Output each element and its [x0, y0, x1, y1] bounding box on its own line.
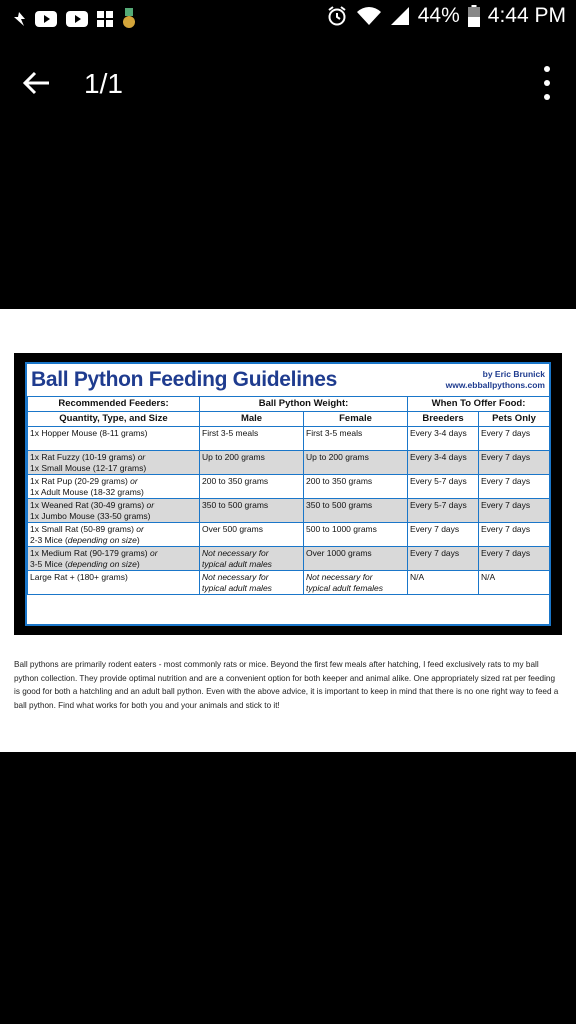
header-male: Male: [200, 412, 304, 427]
more-options-button[interactable]: [540, 66, 554, 100]
cell-female: 500 to 1000 grams: [304, 523, 408, 547]
notification-icons: [12, 8, 136, 30]
table-body: [28, 427, 550, 595]
status-bar: [0, 0, 576, 38]
cell-breeders: Every 5-7 days: [408, 475, 479, 499]
cell-feeder: 1x Medium Rat (90-179 grams) or 3-5 Mice (depending on size): [28, 547, 200, 571]
back-arrow-icon: [20, 66, 54, 100]
clock: 4:44 PM: [487, 4, 566, 27]
table-row: [28, 427, 550, 451]
guide-title: Ball Python Feeding Guidelines: [31, 368, 338, 391]
notification-icon: [12, 11, 26, 27]
cell-breeders: Every 3-4 days: [408, 451, 479, 475]
table-row: [28, 547, 550, 571]
cell-male: Up to 200 grams: [200, 451, 304, 475]
battery-icon: [468, 5, 480, 27]
signal-icon: [390, 6, 410, 26]
guide-paragraph: Ball pythons are primarily rodent eaters - most commonly rats or mice. Beyond the first few meals after hatching, I feed exclusively rats to my ball python collection. They provide optimal nutrition and are a convenient option for both keeper and animal alike. One appropriately sized rat per feeding is good for both a hatchling and an adult ball python. Even with the above advice, it is important to keep in mind that there is no one right way to feed a ball python. Find what works for both you and your animals and stick to it!: [14, 660, 559, 710]
grid-icon: [97, 11, 113, 27]
cell-female: Up to 200 grams: [304, 451, 408, 475]
guide-frame: [25, 362, 551, 626]
youtube-icon: [35, 11, 57, 27]
cell-male: 200 to 350 grams: [200, 475, 304, 499]
table-row: [28, 571, 550, 595]
cell-pets: Every 7 days: [479, 547, 550, 571]
image-viewer[interactable]: [0, 309, 576, 752]
header-when: When To Offer Food:: [408, 397, 550, 412]
table-row: [28, 451, 550, 475]
table-row: [28, 475, 550, 499]
header-feeders-1: Recommended Feeders:: [28, 397, 200, 412]
more-vert-icon: [544, 66, 550, 72]
cell-feeder: 1x Rat Pup (20-29 grams) or 1x Adult Mouse (18-32 grams): [28, 475, 200, 499]
cell-feeder: 1x Weaned Rat (30-49 grams) or 1x Jumbo Mouse (33-50 grams): [28, 499, 200, 523]
cell-pets: Every 7 days: [479, 451, 550, 475]
cell-feeder: Large Rat + (180+ grams): [28, 571, 200, 595]
cell-female: First 3-5 meals: [304, 427, 408, 451]
medal-icon: [122, 8, 136, 30]
table-row: [28, 523, 550, 547]
system-indicators: [326, 4, 566, 28]
feeding-table: [27, 396, 550, 595]
header-breeders: Breeders: [408, 412, 479, 427]
cell-male: Over 500 grams: [200, 523, 304, 547]
alarm-icon: [326, 5, 348, 27]
header-weight: Ball Python Weight:: [200, 397, 408, 412]
youtube-icon: [66, 11, 88, 27]
cell-female: Over 1000 grams: [304, 547, 408, 571]
cell-male: Not necessary for typical adult males: [200, 571, 304, 595]
header-feeders-2: Quantity, Type, and Size: [28, 412, 200, 427]
cell-pets: Every 7 days: [479, 427, 550, 451]
cell-pets: Every 7 days: [479, 475, 550, 499]
back-button[interactable]: [20, 66, 54, 100]
battery-percent: 44%: [417, 4, 460, 27]
header-pets: Pets Only: [479, 412, 550, 427]
cell-feeder: 1x Small Rat (50-89 grams) or 2-3 Mice (depending on size): [28, 523, 200, 547]
cell-breeders: Every 7 days: [408, 547, 479, 571]
image-counter: 1/1: [84, 68, 123, 99]
cell-male: First 3-5 meals: [200, 427, 304, 451]
cell-breeders: Every 7 days: [408, 523, 479, 547]
feeding-guide-image: [14, 353, 562, 635]
wifi-icon: [356, 6, 382, 26]
cell-pets: Every 7 days: [479, 499, 550, 523]
viewer-toolbar: [0, 38, 576, 128]
header-female: Female: [304, 412, 408, 427]
cell-feeder: 1x Rat Fuzzy (10-19 grams) or 1x Small Mouse (12-17 grams): [28, 451, 200, 475]
cell-female: Not necessary for typical adult females: [304, 571, 408, 595]
cell-pets: Every 7 days: [479, 523, 550, 547]
guide-author: [446, 369, 545, 391]
author-name: by Eric Brunick: [482, 369, 545, 379]
author-website: www.ebballpythons.com: [445, 380, 545, 390]
cell-breeders: N/A: [408, 571, 479, 595]
cell-pets: N/A: [479, 571, 550, 595]
cell-breeders: Every 5-7 days: [408, 499, 479, 523]
cell-male: Not necessary for typical adult males: [200, 547, 304, 571]
cell-female: 350 to 500 grams: [304, 499, 408, 523]
cell-male: 350 to 500 grams: [200, 499, 304, 523]
table-row: [28, 499, 550, 523]
cell-female: 200 to 350 grams: [304, 475, 408, 499]
cell-breeders: Every 3-4 days: [408, 427, 479, 451]
cell-feeder: 1x Hopper Mouse (8-11 grams): [28, 427, 200, 451]
